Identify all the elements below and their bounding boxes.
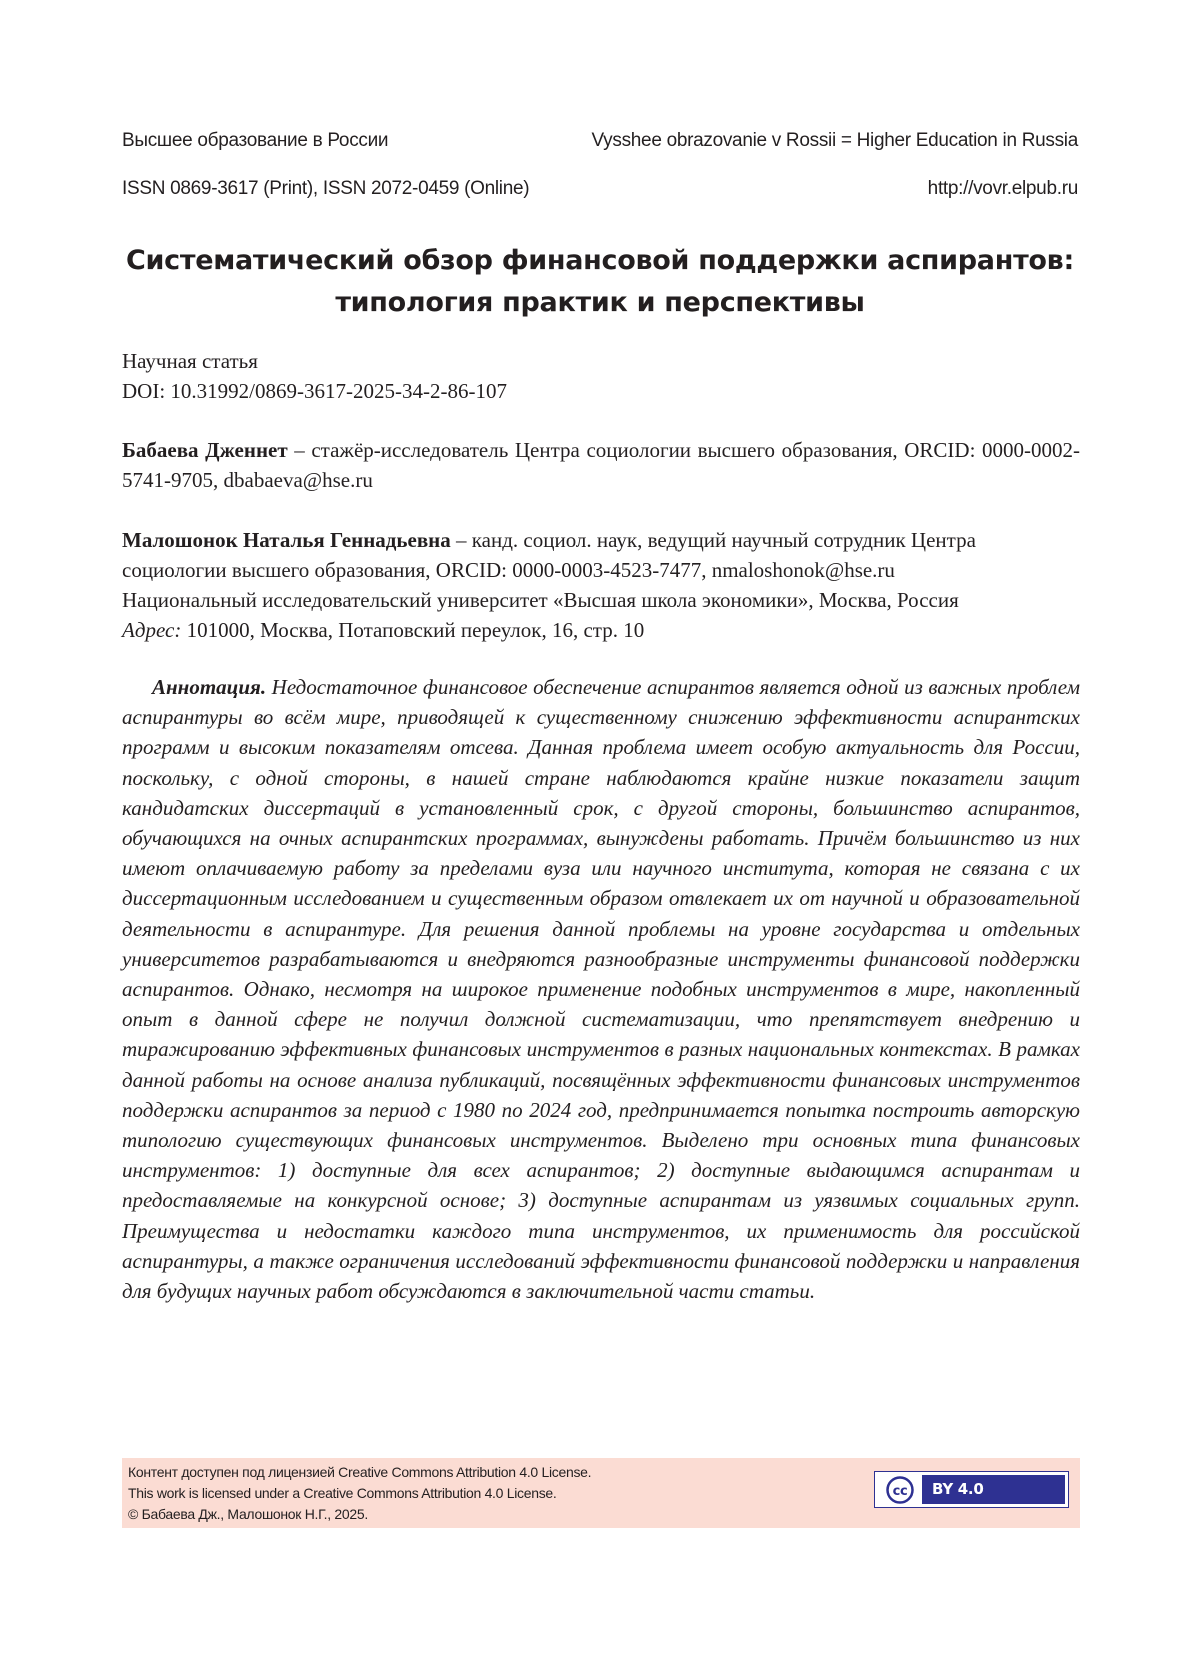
author-1-description: – стажёр-исследователь Центра социологии высшего образования, ORCID: 0000-0002-5741-9705, dbabaeva@hse.ru [122,438,1080,492]
abstract [122,672,1080,1306]
running-header [122,130,1078,152]
journal-url[interactable]: http://vovr.elpub.ru [927,178,1078,199]
article-title [100,240,1100,324]
cc-badge-label: BY 4.0 [932,1480,984,1498]
abstract-label: Аннотация. [152,675,267,699]
article-meta [122,346,1078,406]
address [122,615,1080,645]
author-2-name: Малошонок Наталья Геннадьевна [122,528,451,552]
author-2 [122,525,1080,645]
author-1 [122,435,1080,495]
license-box [122,1458,1080,1528]
author-1-name: Бабаева Дженнет [122,438,288,462]
journal-title-en: Vysshee obrazovanie v Rossii = Higher Education in Russia [591,130,1078,151]
issn-header [122,178,1078,200]
cc-badge-inner [878,1475,1065,1504]
creative-commons-icon [878,1475,922,1504]
journal-title-ru: Высшее образование в России [122,130,389,151]
title-line-1: Систематический обзор финансовой поддержки аспирантов: [126,245,1074,276]
author-2-line [122,525,1080,555]
address-text: 101000, Москва, Потаповский переулок, 16, стр. 10 [181,618,645,642]
author-2-description-cont: социологии высшего образования, ORCID: 0000-0003-4523-7477, nmaloshonok@hse.ru [122,558,895,582]
abstract-text: Недостаточное финансовое обеспечение аспирантов является одной из важных проблем аспирантуры во всём мире, приводящей к существенному снижению эффективности аспирантских программ и высоким показателям отсева. Данная проблема имеет особую актуальность для России, поскольку, с одной стороны, в нашей стране наблюдаются крайне низкие показатели защит кандидатских диссертаций в установленный срок, с другой стороны, большинство аспирантов, обучающихся на очных аспирантских программах, вынуждены работать. Причём большинство из них имеют оплачиваемую работу за пределами вуза или научного института, которая не связана с их диссертационным исследованием и существенным образом отвлекает их от научной и образовательной деятельности в аспирантуре. Для решения данной проблемы на уровне государства и отдельных университетов разрабатываются и внедряются разнообразные инструменты финансовой поддержки аспирантов. Однако, несмотря на широкое применение подобных инструментов в мире, накопленный опыт в данной сфере не получил должной систематизации, что препятствует внедрению и тиражированию эффективных финансовых инструментов в разных национальных контекстах. В рамках данной работы на основе анализа публикаций, посвящённых эффективности финансовых инструментов поддержки аспирантов за период с 1980 по 2024 год, предпринимается попытка построить авторскую типологию существующих финансовых инструментов. Выделено три основных типа финансовых инструментов: 1) доступные для всех аспирантов; 2) доступные выдающимся аспирантам и предоставляемые на конкурсной основе; 3) доступные аспирантам из уязвимых социальных групп. Преимущества и недостатки каждого типа инструментов, их применимость для российской аспирантуры, а также ограничения исследований эффективности финансовой поддержки и направления для будущих научных работ обсуждаются в заключительной части статьи. [122,675,1080,1304]
affiliation: Национальный исследовательский университет «Высшая школа экономики», Москва, Россия [122,588,959,612]
license-line-ru: Контент доступен под лицензией Creative Commons Attribution 4.0 License. [128,1464,592,1480]
license-line-en: This work is licensed under a Creative Commons Attribution 4.0 License. [128,1485,557,1501]
issn: ISSN 0869-3617 (Print), ISSN 2072-0459 (Online) [122,178,530,199]
title-line-2: типология практик и перспективы [335,287,865,318]
doi[interactable]: DOI: 10.31992/0869-3617-2025-34-2-86-107 [122,379,507,403]
copyright: © Бабаева Дж., Малошонок Н.Г., 2025. [128,1506,368,1522]
cc-by-badge[interactable] [874,1471,1069,1508]
address-label: Адрес: [122,618,182,642]
article-type: Научная статья [122,349,258,373]
author-2-description: – канд. социол. наук, ведущий научный сотрудник Центра [450,528,976,552]
license-text [128,1462,591,1525]
svg-text:cc: cc [892,1483,908,1499]
